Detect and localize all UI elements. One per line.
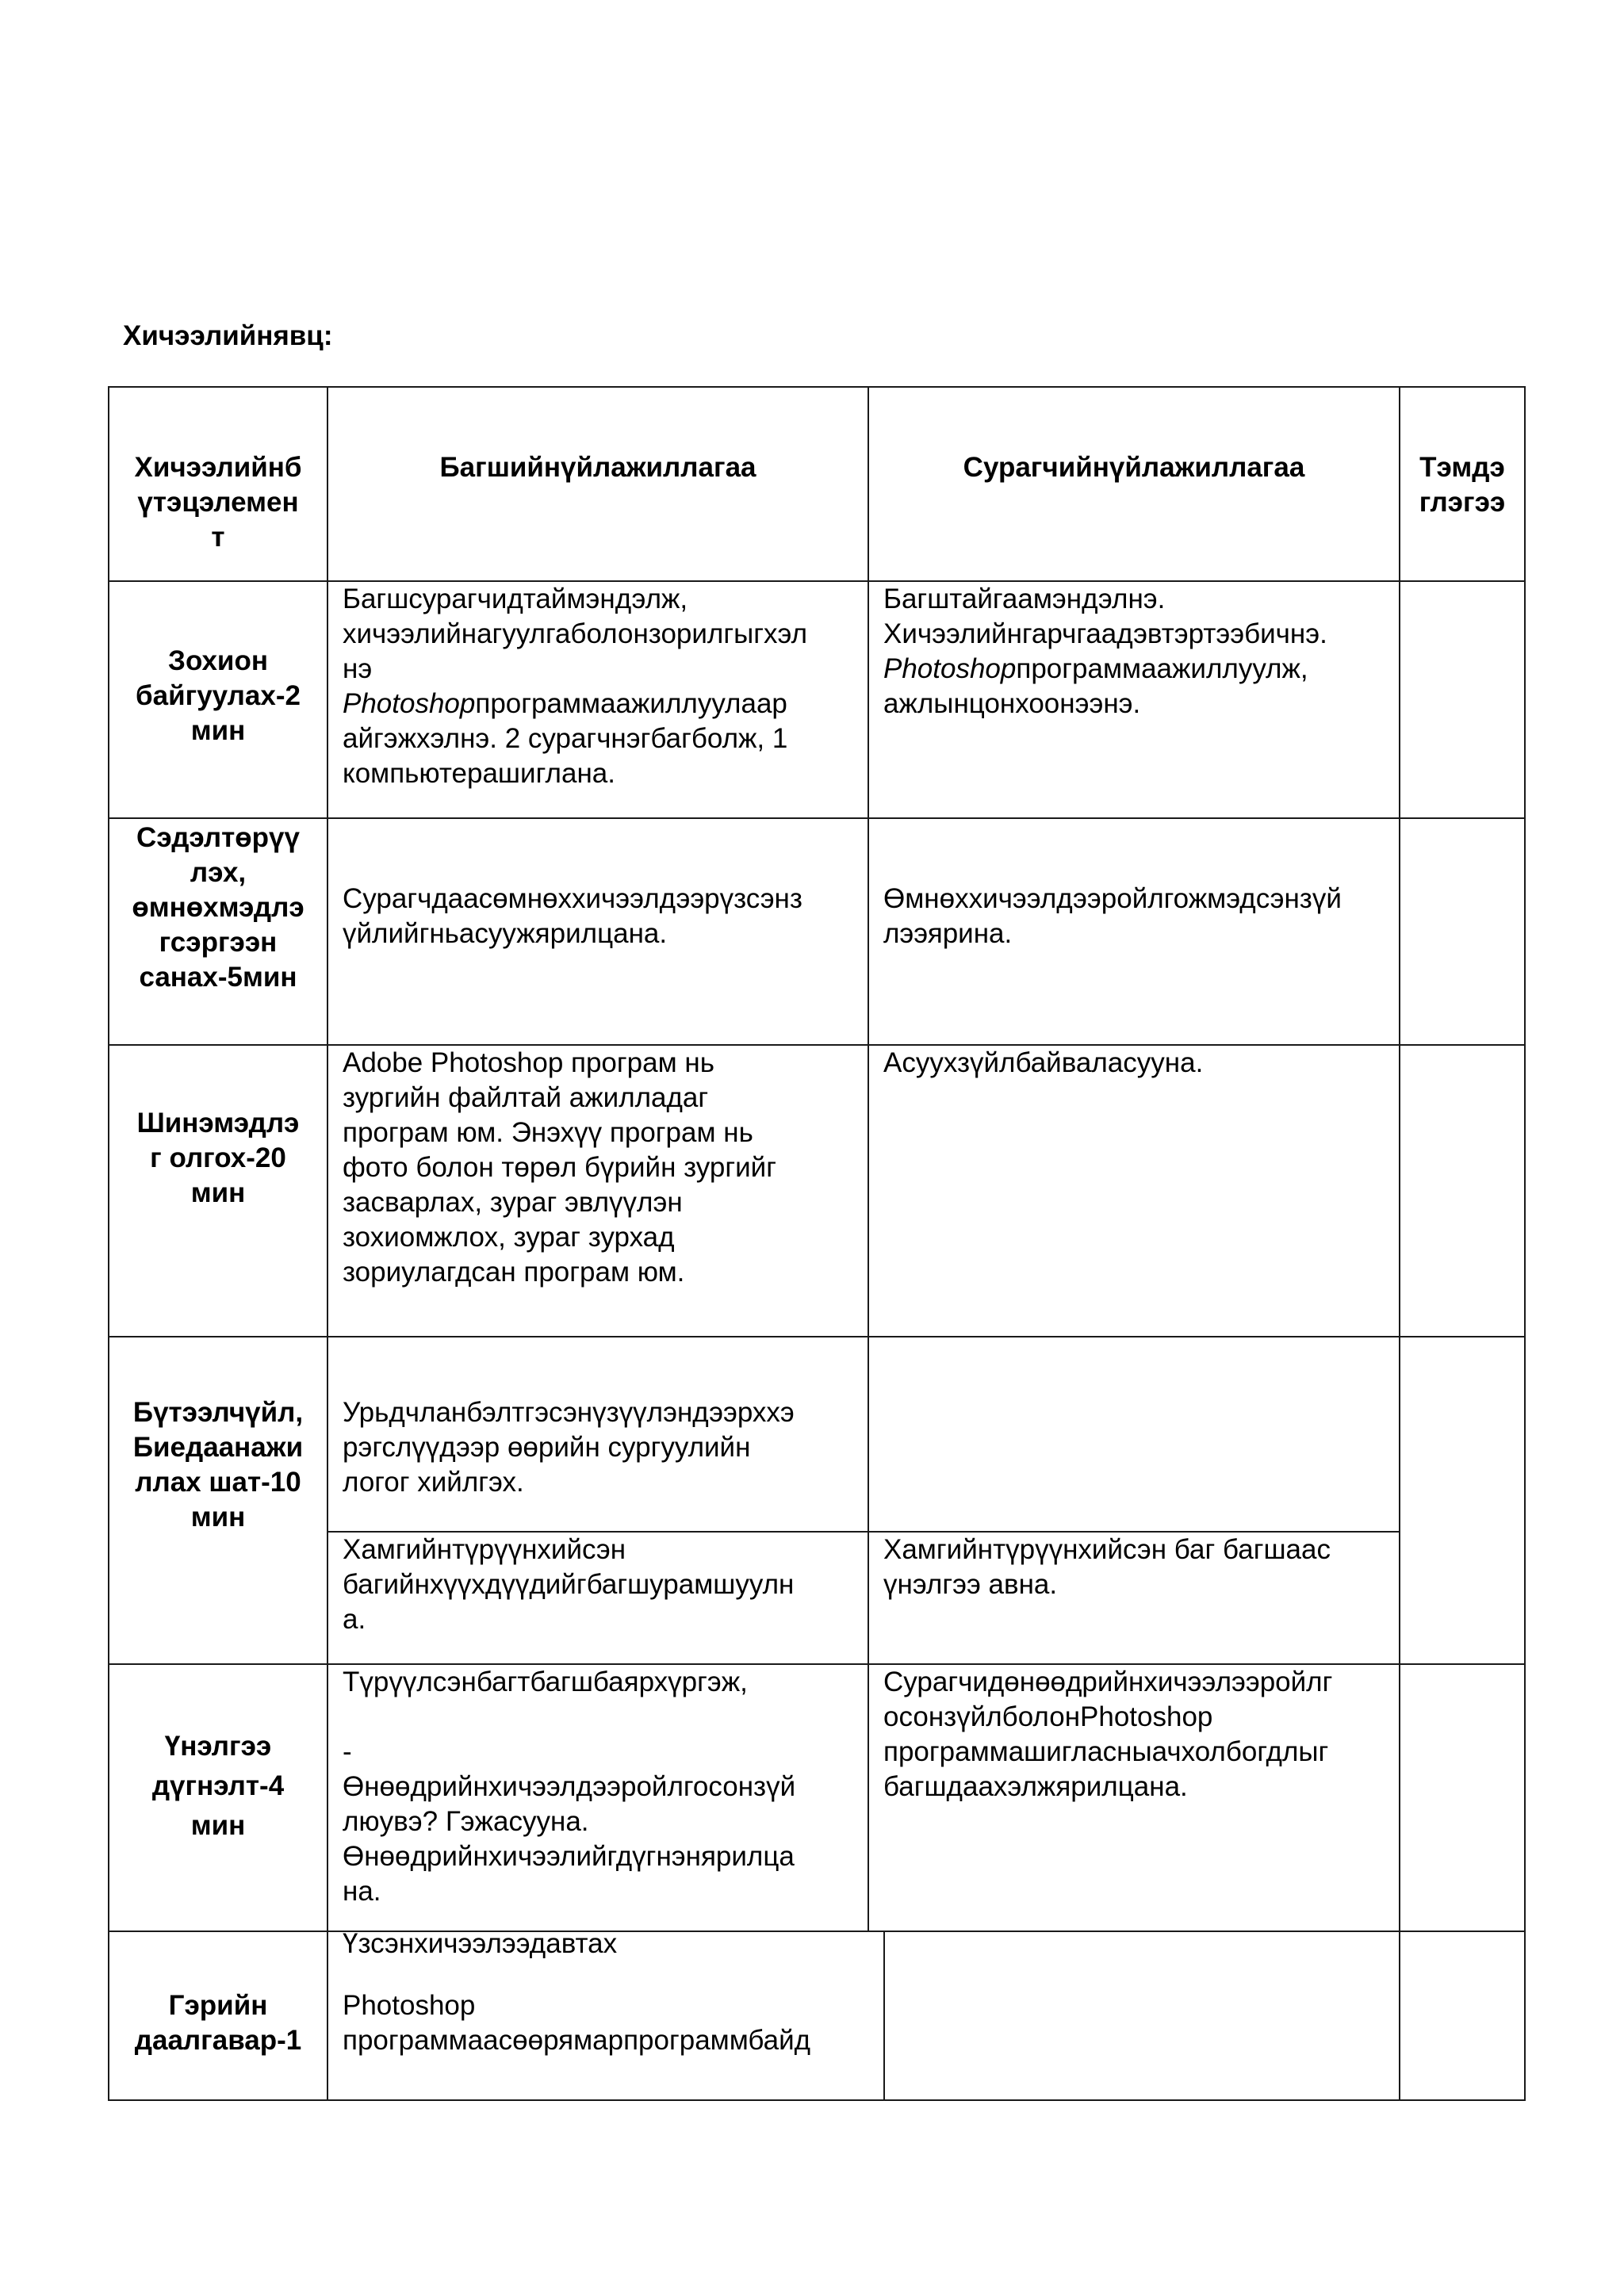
row2-student-activity: Өмнөххичээлдээройлгожмэдсэнзүй лээярина. <box>883 883 1342 949</box>
row4-teacher-activity-b: Хамгийнтүрүүнхийсэн багийнхүүхдүүдийгбагшурамшуулн а. <box>343 1534 795 1635</box>
row5-student-activity: Сурагчидөнөөдрийнхичээлээройлг осонзүйлболонPhotoshop программашигласныачхолбогдлыг багшдаахэлжярилцана. <box>883 1667 1333 1802</box>
header-note: Тэмдэ глэгээ <box>1419 452 1506 518</box>
row6-teacher-activity: Үзсэнхичээлээдавтах Photoshop программаасөөрямарпрограммбайд <box>343 1928 811 2056</box>
row3-teacher-activity: Adobe Photoshop програм нь зургийн файлтай ажилладаг програм юм. Энэхүү програм нь фото болон төрөл бүрийн зургийг засварлах, зураг эвлүүлэн зохиомжлох, зураг зурхад зориулагдсан програм юм. <box>343 1047 776 1288</box>
row4-student-activity-b: Хамгийнтүрүүнхийсэн баг багшаас үнэлгээ авна. <box>883 1534 1331 1600</box>
row1-teacher-activity: Багшсурагчидтаймэндэлж, хичээлийнагуулгаболонзорилгыгхэл нэ Photoshopпрограммаажиллуулаар айгэжхэлнэ. 2 сурагчнэгбагболж, 1 компьютерашиглана. <box>343 584 808 789</box>
row1-student-activity: Багштайгаамэндэлнэ. Хичээлийнгарчгаадэвтэртээбичнэ. Photoshopпрограммаажиллуулж, ажлынцонхоонээнэ. <box>883 584 1327 719</box>
row-label-new-knowledge: Шинэмэдлэ г олгох-20 мин <box>136 1108 300 1208</box>
header-teacher-activity: Багшийнүйлажиллагаа <box>439 452 756 483</box>
row-label-evaluation: Үнэлгээ дүгнэлт-4 мин <box>151 1731 285 1841</box>
page-heading: Хичээлийнявц: <box>123 320 333 351</box>
header-student-activity: Сурагчийнүйлажиллагаа <box>963 452 1305 483</box>
row-label-creative-work: Бүтээлчүйл, Биедаанажи ллах шат-10 мин <box>132 1397 304 1533</box>
row2-teacher-activity: Сурагчдаасөмнөххичээлдээрүзсэнз үйлийгньасуужярилцана. <box>343 883 802 949</box>
row-label-organize: Зохион байгуулах-2 мин <box>136 645 301 746</box>
row-label-homework: Гэрийн даалгавар-1 <box>134 1990 302 2056</box>
row5-teacher-activity: Түрүүлсэнбагтбагшбаярхүргэж, - Өнөөдрийнхичээлдээройлгосонзүй люувэ? Гэжасууна. Өнөөдрийнхичээлийгдүгнэнярилца на. <box>343 1667 796 1907</box>
row4-teacher-activity-a: Урьдчланбэлтгэсэнүзүүлэндээрххэ рэгслүүдээр өөрийн сургуулийн логог хийлгэх. <box>343 1397 795 1498</box>
row-label-motivation: Сэдэлтөрүү лэх, өмнөхмэдлэ гсэргээн санах-5мин <box>132 822 304 993</box>
row3-student-activity: Асуухзүйлбайваласууна. <box>883 1047 1204 1078</box>
header-structure: Хичээлийнб үтэцэлемен т <box>134 452 302 553</box>
